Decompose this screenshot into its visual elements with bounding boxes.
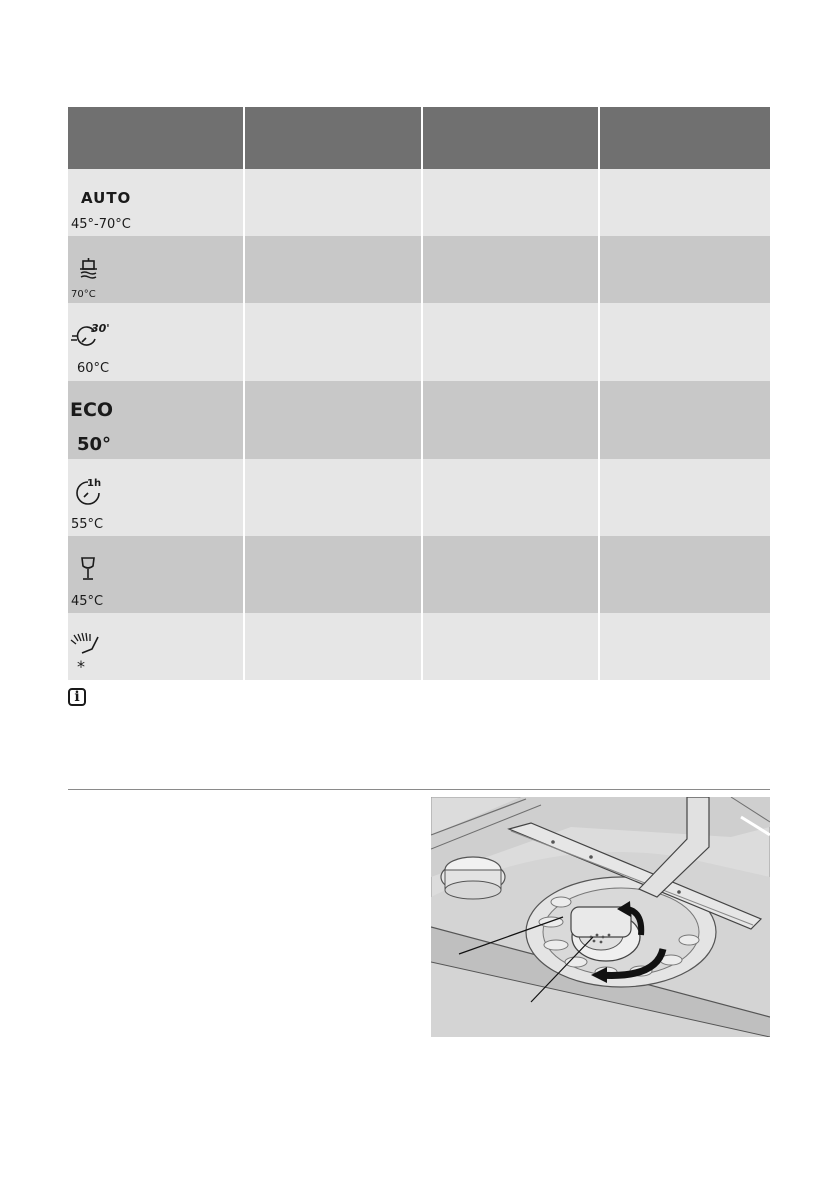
table-cell (245, 381, 423, 459)
table-cell (245, 169, 423, 236)
table-cell (600, 613, 770, 680)
table-cell (423, 536, 600, 613)
programme-temperature: 45°C (71, 594, 104, 609)
programme-cell-one-hour (68, 459, 245, 536)
auto-icon: AUTO (81, 189, 132, 207)
header-cell (245, 107, 423, 169)
programme-cell-rinse-hold (68, 613, 245, 680)
programme-cell-glass (68, 536, 245, 613)
table-header-row (68, 107, 770, 169)
table-cell (245, 236, 423, 303)
table-row (68, 536, 770, 613)
programme-temperature: 70°C (71, 289, 96, 300)
quick-30-badge: 30' (91, 322, 110, 335)
table-cell (423, 236, 600, 303)
table-row (68, 613, 770, 680)
table-cell (423, 303, 600, 381)
table-cell (423, 613, 600, 680)
table-cell (600, 303, 770, 381)
programme-table (68, 107, 770, 680)
table-row (68, 459, 770, 536)
intensive-pot-icon (78, 258, 100, 282)
programme-cell-eco (68, 381, 245, 459)
table-cell (600, 459, 770, 536)
eco-icon: ECO (70, 399, 114, 421)
programme-cell-quick (68, 303, 245, 381)
table-cell (245, 536, 423, 613)
table-cell (245, 613, 423, 680)
table-row (68, 169, 770, 236)
glass-icon (80, 556, 96, 582)
info-icon: i (68, 688, 86, 706)
header-cell (68, 107, 245, 169)
table-cell (600, 381, 770, 459)
table-cell (600, 536, 770, 613)
programme-temperature: 55°C (71, 517, 104, 532)
programme-temperature: 45°-70°C (71, 217, 131, 232)
snowflake-icon: * (77, 657, 85, 676)
section-divider (68, 789, 770, 790)
table-cell (423, 381, 600, 459)
table-cell (600, 236, 770, 303)
table-cell (245, 303, 423, 381)
programme-cell-intensive (68, 236, 245, 303)
table-cell (423, 459, 600, 536)
table-row (68, 381, 770, 459)
table-row (68, 303, 770, 381)
programme-temperature: 50° (77, 434, 112, 455)
table-cell (423, 169, 600, 236)
header-cell (600, 107, 770, 169)
rinse-hold-icon (70, 631, 102, 657)
table-cell (245, 459, 423, 536)
one-hour-badge: 1h (87, 478, 102, 489)
table-row (68, 236, 770, 303)
programme-cell-auto (68, 169, 245, 236)
dishwasher-filter-illustration (431, 797, 770, 1037)
table-cell (600, 169, 770, 236)
header-cell (423, 107, 600, 169)
programme-temperature: 60°C (77, 361, 110, 376)
